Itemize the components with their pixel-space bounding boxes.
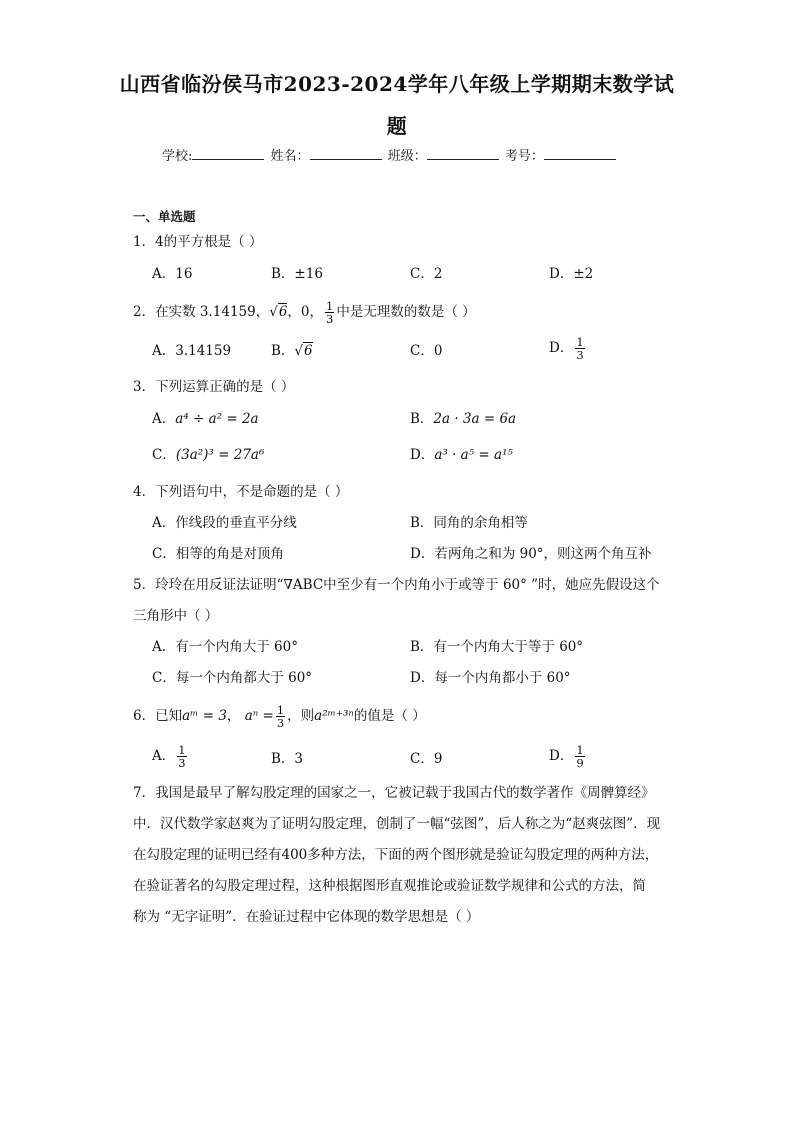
q2-stem-part-b: ，0， [287, 304, 324, 320]
q6-option-b: B．3 [271, 751, 304, 767]
exam-number-label: 考号： [504, 149, 544, 164]
question-4-stem: 4．下列语句中，不是命题的是（ ） [133, 484, 349, 500]
q5-option-c: C．每一个内角都大于 60° [152, 670, 313, 686]
q5-option-b: B．有一个内角大于等于 60° [410, 639, 584, 655]
q2-option-c: C．0 [410, 343, 443, 359]
q6-expression: a²ᵐ⁺³ⁿ [314, 708, 354, 724]
fraction-one-third: $\frac{1}{3}$ [326, 299, 334, 326]
q6-option-d: D． $\frac{1}{9}$ [549, 743, 584, 770]
question-7-line5: 称为 “无字证明”．在验证过程中它体现的数学思想是（ ） [133, 909, 480, 925]
exam-number-blank[interactable] [544, 147, 616, 160]
name-label: 姓名： [270, 149, 310, 164]
student-info-line [162, 145, 618, 164]
question-7-line4: 在验证著名的勾股定理过程，这种根据图形直观推论或验证数学规律和公式的方法，简 [133, 878, 646, 894]
q2-stem-part-a: 2．在实数 3.14159， [133, 304, 270, 320]
question-6-stem [133, 704, 426, 729]
q6-stem-part-a: 6．已知 [133, 708, 183, 724]
q1-option-c: C．2 [410, 266, 443, 282]
name-blank[interactable] [310, 147, 382, 160]
q1-option-b: B．±16 [271, 266, 323, 282]
question-5-stem-line1: 5．玲玲在用反证法证明“∇ABC中至少有一个内角小于或等于 60° ”时，她应先假设这个 [133, 577, 660, 593]
q6-stem-part-b: ，则 [287, 708, 315, 724]
q6-stem-part-c: 的值是（ ） [353, 708, 426, 724]
q5-option-d: D．每一个内角都小于 60° [410, 670, 571, 686]
class-blank[interactable] [427, 147, 499, 160]
exam-title-line1: 山西省临汾侯马市2023-2024学年八年级上学期期末数学试 [119, 72, 675, 96]
q4-option-d: D．若两角之和为 90°，则这两个角互补 [410, 546, 652, 562]
sqrt-6: √6 [269, 304, 288, 320]
section-heading: 一、单选题 [133, 209, 196, 224]
q1-option-d: D．±2 [549, 266, 594, 282]
question-7-line1: 7．我国是最早了解勾股定理的国家之一，它被记载于我国古代的数学著作《周髀算经》 [133, 785, 655, 801]
q4-option-a: A．作线段的垂直平分线 [152, 515, 297, 531]
question-7-line2: 中．汉代数学家赵爽为了证明勾股定理，创制了一幅“弦图”，后人称之为“赵爽弦图”．现 [133, 816, 661, 832]
q2-stem-part-c: 中是无理数的数是（ ） [336, 304, 476, 320]
q4-option-b: B．同角的余角相等 [410, 515, 528, 531]
question-7-line3: 在勾股定理的证明已经有400多种方法，下面的两个图形就是验证勾股定理的两种方法， [133, 847, 659, 863]
school-label: 学校: [162, 149, 193, 164]
q6-an-equation: aⁿ = [244, 708, 274, 724]
exam-title-line2: 题 [386, 114, 408, 138]
q1-option-a: A．16 [152, 266, 193, 282]
q6-separator: ， [226, 708, 241, 724]
q2-option-a: A．3.14159 [152, 343, 232, 359]
q3-option-a: A．a⁴ ÷ a² = 2a [152, 411, 259, 427]
q3-option-c: C．(3a²)³ = 27a⁶ [152, 447, 265, 463]
q2-option-d: D． $\frac{1}{3}$ [549, 335, 584, 362]
q3-option-b: B．2a · 3a = 6a [410, 411, 517, 427]
q6-option-c: C．9 [410, 751, 443, 767]
q4-option-c: C．相等的角是对顶角 [152, 546, 284, 562]
q2-option-b: B．√6 [271, 343, 313, 359]
q3-option-d: D．a³ · a⁵ = a¹⁵ [410, 447, 513, 463]
q5-option-a: A．有一个内角大于 60° [152, 639, 298, 655]
question-2-stem [133, 300, 476, 325]
q6-option-a: A． $\frac{1}{3}$ [152, 743, 186, 770]
question-3-stem: 3．下列运算正确的是（ ） [133, 379, 295, 395]
q6-am-equation: aᵐ = 3 [182, 708, 227, 724]
question-5-stem-line2: 三角形中（ ） [133, 608, 219, 624]
class-label: 班级： [387, 149, 427, 164]
school-blank[interactable] [192, 147, 264, 160]
question-1-stem: 1．4的平方根是（ ） [133, 234, 263, 250]
q6-fraction-one-third: $\frac{1}{3}$ [276, 703, 285, 730]
